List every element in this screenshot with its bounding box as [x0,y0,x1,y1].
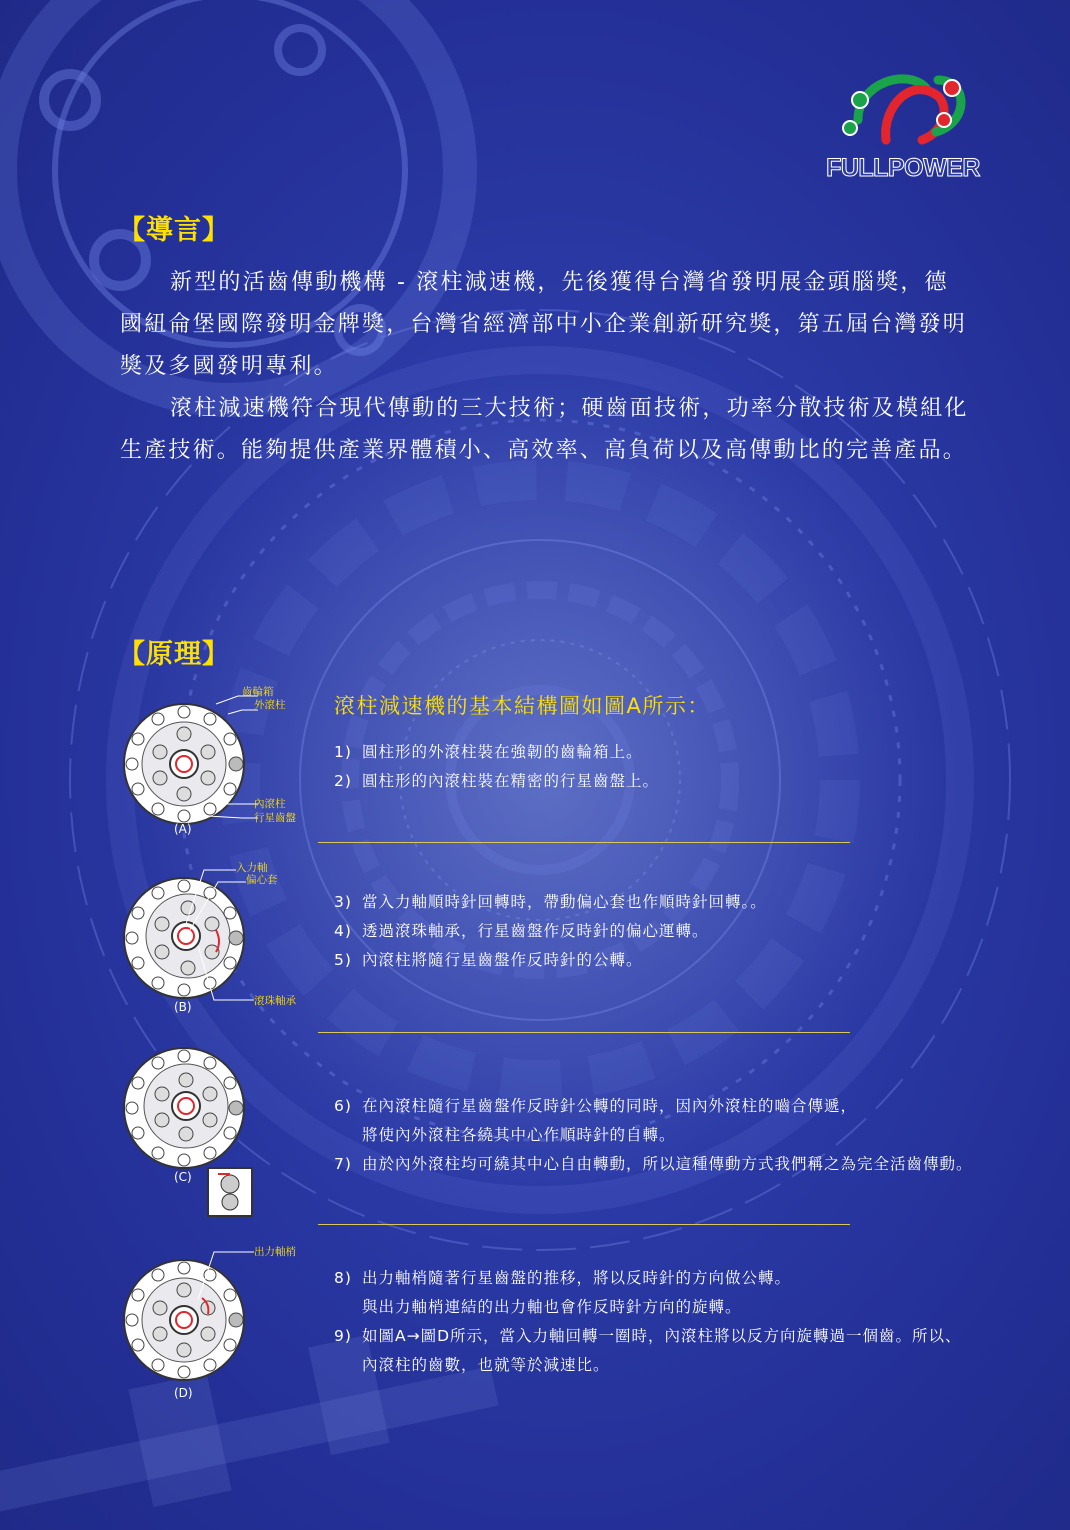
fullpower-logo [818,62,988,186]
list-item: 6) 在內滾柱隨行星齒盤作反時針公轉的同時，因內外滾柱的嚙合傳遞， [334,1097,858,1115]
roller-structure-c-icon [118,1044,318,1224]
logo-mark-icon [818,62,988,157]
list-item: 9) 如圖A→圖D所示，當入力軸回轉一圈時，內滾柱將以反方向旋轉過一個齒。所以、 [334,1327,962,1345]
callout-outer-roller: 外滾柱 [254,699,286,711]
list-item: 4) 透過滾珠軸承，行星齒盤作反時針的偏心運轉。 [334,922,709,940]
figure-label-c: (C) [174,1170,192,1184]
callout-input-shaft: 入力軸 [236,862,268,874]
list-item: 2) 圓柱形的內滾柱裝在精密的行星齒盤上。 [334,772,660,790]
intro-paragraph-1: 新型的活齒傳動機構 - 滾柱減速機，先後獲得台灣省發明展金頭腦獎，德國紐侖堡國際發明金牌獎，台灣省經濟部中小企業創新研究獎，第五屆台灣發明獎及多國發明專利。 [120,270,968,379]
roller-structure-b-icon [118,860,318,1010]
list-item: 7) 由於內外滾柱均可繞其中心自由轉動，所以這種傳動方式我們稱之為完全活齒傳動。 [334,1155,973,1173]
divider [318,1032,850,1033]
list-item-continuation: 與出力軸梢連結的出力軸也會作反時針方向的旋轉。 [362,1298,742,1316]
list-item: 5) 內滾柱將隨行星齒盤作反時針的公轉。 [334,951,643,969]
principle-list-group-2 [334,888,767,975]
list-item: 1) 圓柱形的外滾柱裝在強韌的齒輪箱上。 [334,743,643,761]
callout-planet-disk: 行星齒盤 [254,812,296,824]
divider [318,1224,850,1225]
figure-label-d: (D) [174,1386,193,1400]
list-item: 8) 出力軸梢隨著行星齒盤的推移，將以反時針的方向做公轉。 [334,1269,792,1287]
intro-title: 【導言】 [118,215,230,246]
callout-eccentric-sleeve: 偏心套 [246,874,278,886]
callout-inner-roller: 內滾柱 [254,798,286,810]
principle-title: 【原理】 [118,639,230,670]
callout-ball-bearing: 滾珠軸承 [254,995,296,1007]
principle-list-group-4 [334,1264,962,1380]
diagram-d [118,1240,318,1410]
principle-list-group-1 [334,738,659,796]
callout-output-pin: 出力軸梢 [254,1246,296,1258]
divider [318,842,850,843]
list-item-continuation: 將使內外滾柱各繞其中心作順時針的自轉。 [362,1126,676,1144]
diagram-b [118,860,318,1020]
diagram-c [118,1044,318,1224]
callout-gearbox: 齒輪箱 [242,686,274,698]
roller-structure-d-icon [118,1240,318,1390]
figure-label-b: (B) [174,1000,192,1014]
list-item-continuation: 內滾柱的齒數，也就等於減速比。 [362,1356,610,1374]
diagram-a [118,684,318,844]
figure-label-a: (A) [174,822,192,836]
intro-paragraph-2: 滾柱減速機符合現代傳動的三大技術；硬齒面技術，功率分散技術及模組化生產技術。能夠提供產業界體積小、高效率、高負荷以及高傳動比的完善產品。 [120,396,969,463]
brand-name: FULLPOWER [826,154,980,182]
list-item: 3) 當入力軸順時針回轉時，帶動偏心套也作順時針回轉。。 [334,893,767,911]
principle-list-group-3 [334,1092,973,1179]
principle-heading: 滾柱減速機的基本結構圖如圖A所示： [334,694,710,718]
